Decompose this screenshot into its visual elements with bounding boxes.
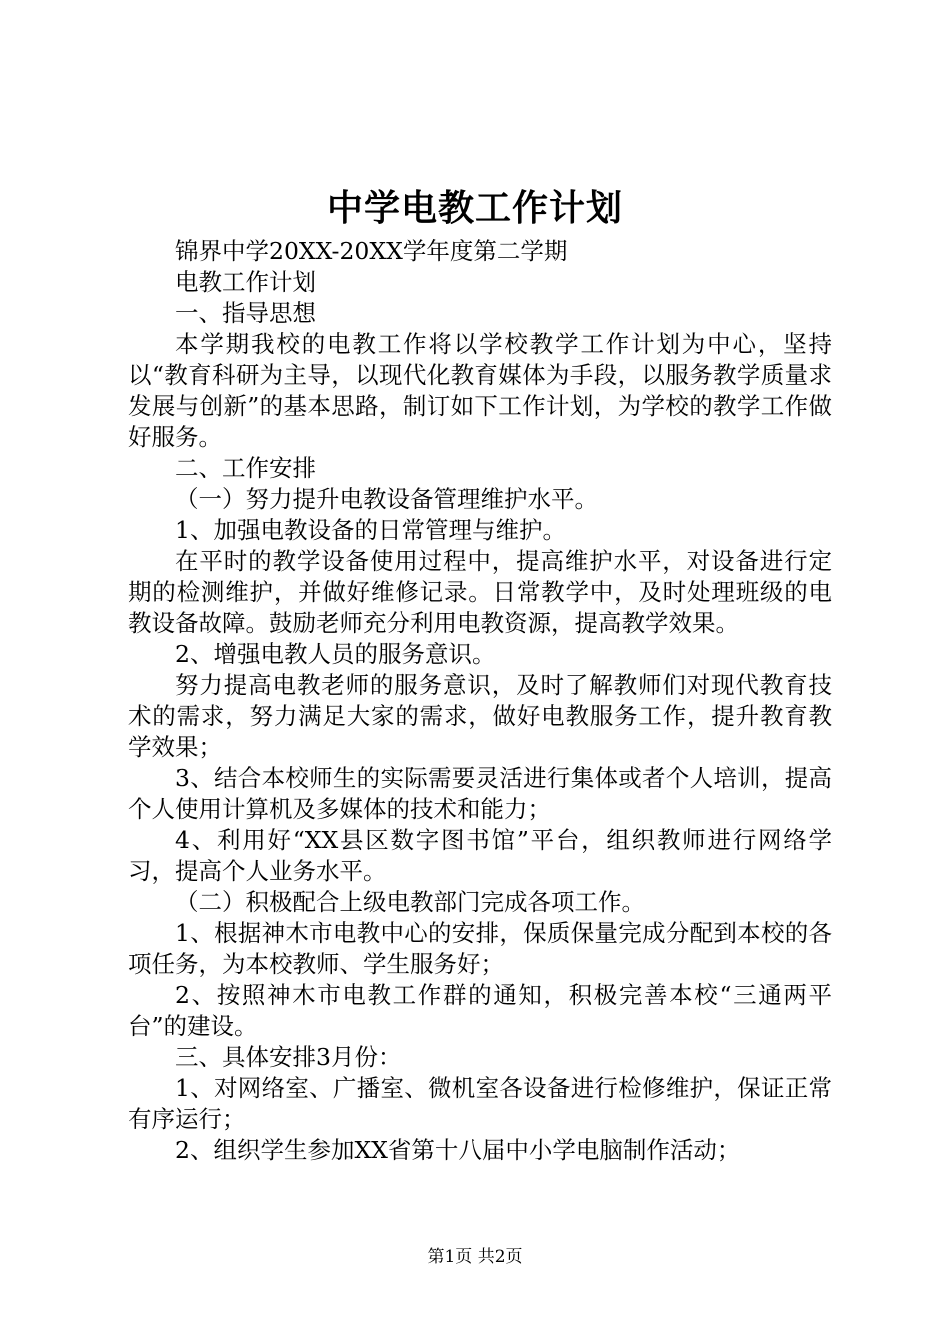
list-item: 2、按照神木市电教工作群的通知，积极完善本校“三通两平台”的建设。 [128,981,832,1040]
list-item: 1、根据神木市电教中心的安排，保质保量完成分配到本校的各项任务，为本校教师、学生服务好； [128,919,832,978]
subsection-heading: （一）努力提升电教设备管理维护水平。 [175,485,598,513]
document-title: 中学电教工作计划 [326,187,623,229]
document-body [128,236,832,1166]
paragraph-subtitle: 电教工作计划 [175,268,316,296]
list-item: 1、对网络室、广播室、微机室各设备进行检修维护，保证正常有序运行； [128,1074,832,1133]
list-item: 2、增强电教人员的服务意识。 [175,640,496,668]
list-item: 2、组织学生参加XX省第十八届中小学电脑制作活动； [175,1136,741,1164]
list-item: 4、利用好“XX县区数字图书馆”平台，组织教师进行网络学习，提高个人业务水平。 [128,826,832,885]
paragraph: 本学期我校的电教工作将以学校教学工作计划为中心，坚持以“教育科研为主导，以现代化教育媒体为手段，以服务教学质量求发展与创新”的基本思路，制订如下工作计划，为学校的教学工作做好服务。 [128,330,832,451]
list-item: 1、加强电教设备的日常管理与维护。 [175,516,566,544]
section-heading-specific-arrangement: 三、具体安排3月份： [175,1043,402,1071]
paragraph: 努力提高电教老师的服务意识，及时了解教师们对现代教育技术的需求，努力满足大家的需求，做好电教服务工作，提升教育教学效果； [128,671,832,761]
list-item: 3、结合本校师生的实际需要灵活进行集体或者个人培训，提高个人使用计算机及多媒体的技术和能力； [128,764,832,823]
section-heading-work-arrangement: 二、工作安排 [175,454,316,482]
paragraph: 在平时的教学设备使用过程中，提高维护水平，对设备进行定期的检测维护，并做好维修记录。日常教学中，及时处理班级的电教设备故障。鼓励老师充分利用电教资源，提高教学效果。 [128,547,832,637]
paragraph-school-term: 锦界中学20XX-20XX学年度第二学期 [175,237,568,265]
subsection-heading: （二）积极配合上级电教部门完成各项工作。 [175,888,645,916]
page-number-footer: 第1页 共2页 [427,1247,523,1267]
section-heading-guiding-thought: 一、指导思想 [175,299,316,327]
